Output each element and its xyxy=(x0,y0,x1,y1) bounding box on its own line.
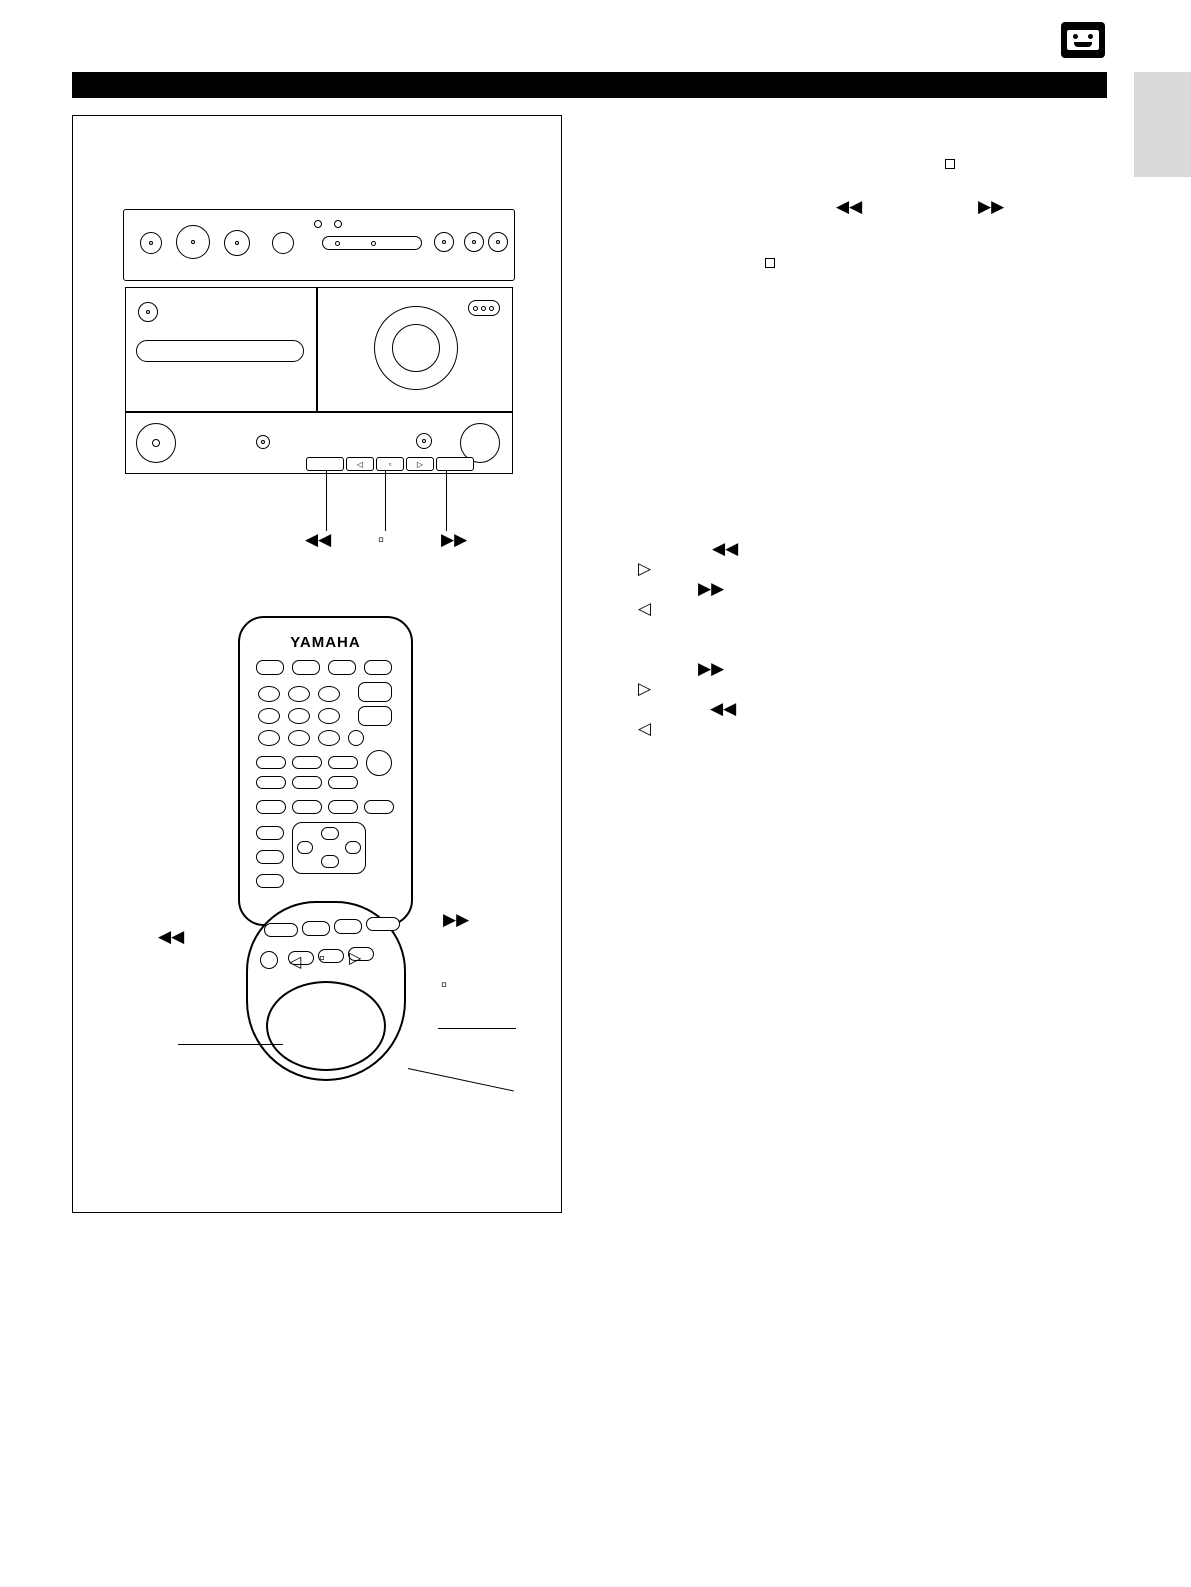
section-title-bar xyxy=(72,72,1107,98)
amp-display-bar xyxy=(322,236,422,250)
callout-symbol-rewind: ◀◀ xyxy=(305,530,332,549)
remote-exit-btn[interactable] xyxy=(256,874,284,888)
remote-num-6[interactable] xyxy=(318,708,340,724)
remote-num-3[interactable] xyxy=(318,686,340,702)
cassette-hub-left xyxy=(1073,34,1078,39)
play-button[interactable]: ◁ xyxy=(346,457,374,471)
play-rev-button[interactable]: ▷ xyxy=(406,457,434,471)
remote-num-8[interactable] xyxy=(288,730,310,746)
cd-dot-1 xyxy=(473,306,478,311)
list-symbol-play-right-1: ▷ xyxy=(638,559,652,578)
remote-rec[interactable] xyxy=(292,776,322,789)
remote-lower-section xyxy=(246,901,406,1081)
remote-tape-rev[interactable]: ◁ xyxy=(288,951,314,965)
remote-menu-btn[interactable] xyxy=(256,826,284,840)
remote-cursor-down[interactable] xyxy=(321,855,339,868)
remote-enter-btn[interactable] xyxy=(256,850,284,864)
cassette-door xyxy=(136,340,304,362)
remote-tape-fwd[interactable]: ▷ xyxy=(348,947,374,961)
stop-button[interactable]: ▫ xyxy=(376,457,404,471)
remote-skip-back[interactable] xyxy=(292,756,322,769)
remote-side-btn-2[interactable] xyxy=(358,706,392,726)
remote-skip-fwd[interactable] xyxy=(328,756,358,769)
inline-stop-symbol-2 xyxy=(765,253,775,270)
amp-knob-5 xyxy=(464,232,484,252)
cd-display xyxy=(468,300,500,316)
remote-play-pause[interactable] xyxy=(256,756,286,769)
power-knob xyxy=(176,225,210,259)
remote-tape-play-a[interactable] xyxy=(302,921,330,936)
remote-cursor-right[interactable] xyxy=(345,841,361,854)
amp-indicator-2 xyxy=(371,241,376,246)
cassette-mouth xyxy=(1074,42,1092,47)
remote-control xyxy=(238,616,428,1086)
leader-line-stop xyxy=(408,1068,514,1092)
cd-dot-3 xyxy=(489,306,494,311)
amplifier-section xyxy=(123,209,515,281)
remote-callout-stop: ▫ xyxy=(441,975,448,994)
amp-knob-2 xyxy=(224,230,250,256)
tape-knob xyxy=(138,302,158,322)
remote-tape-ff[interactable] xyxy=(366,917,400,931)
remote-num-5[interactable] xyxy=(288,708,310,724)
cd-tray-inner xyxy=(392,324,440,372)
remote-num-7[interactable] xyxy=(258,730,280,746)
remote-tape-rewind[interactable] xyxy=(264,923,298,937)
transport-control-section xyxy=(125,412,513,474)
remote-func-4[interactable] xyxy=(364,800,394,814)
remote-body xyxy=(238,616,413,926)
amp-indicator-1 xyxy=(335,241,340,246)
speaker-left-center xyxy=(152,439,160,447)
amp-knob-4 xyxy=(434,232,454,252)
inline-rewind-symbol-1: ◀◀ xyxy=(836,197,863,216)
remote-side-btn-1[interactable] xyxy=(358,682,392,702)
amp-knob-1 xyxy=(140,232,162,254)
cd-player-section xyxy=(317,287,513,412)
list-symbol-forward-2: ▶▶ xyxy=(698,659,725,678)
inline-stop-symbol-1 xyxy=(945,154,955,171)
amp-knob-6 xyxy=(488,232,508,252)
remote-btn-2[interactable] xyxy=(292,660,320,675)
center-knob-2 xyxy=(416,433,432,449)
list-symbol-play-right-2: ▷ xyxy=(638,679,652,698)
list-symbol-rewind-1: ◀◀ xyxy=(712,539,739,558)
remote-power-button[interactable] xyxy=(260,951,278,969)
remote-num-0[interactable] xyxy=(348,730,364,746)
fast-forward-button[interactable] xyxy=(436,457,474,471)
callout-line-forward xyxy=(446,471,447,531)
cassette-hub-right xyxy=(1088,34,1093,39)
list-symbol-play-left-2: ◁ xyxy=(638,719,652,738)
remote-pause[interactable] xyxy=(328,776,358,789)
remote-btn-3[interactable] xyxy=(328,660,356,675)
remote-stop[interactable] xyxy=(256,776,286,789)
tape-deck-section xyxy=(125,287,317,412)
center-knob xyxy=(256,435,270,449)
remote-dial-small[interactable] xyxy=(366,750,392,776)
remote-num-4[interactable] xyxy=(258,708,280,724)
page-edge-tab xyxy=(1134,72,1191,177)
remote-num-1[interactable] xyxy=(258,686,280,702)
remote-cursor-left[interactable] xyxy=(297,841,313,854)
list-symbol-play-left-1: ◁ xyxy=(638,599,652,618)
remote-callout-forward: ▶▶ xyxy=(443,910,470,929)
remote-tape-play-b[interactable] xyxy=(334,919,362,934)
remote-cursor-pad[interactable] xyxy=(292,822,366,874)
cd-dot-2 xyxy=(481,306,486,311)
callout-symbol-forward: ▶▶ xyxy=(441,530,468,549)
remote-func-1[interactable] xyxy=(256,800,286,814)
remote-tape-stop[interactable]: ▫ xyxy=(318,949,344,963)
callout-line-stop xyxy=(385,471,386,531)
remote-func-3[interactable] xyxy=(328,800,358,814)
amp-led-1 xyxy=(314,220,322,228)
illustration-panel xyxy=(72,115,562,1213)
list-symbol-rewind-2: ◀◀ xyxy=(710,699,737,718)
remote-callout-rewind: ◀◀ xyxy=(158,927,185,946)
remote-num-9[interactable] xyxy=(318,730,340,746)
list-symbol-forward-1: ▶▶ xyxy=(698,579,725,598)
remote-func-2[interactable] xyxy=(292,800,322,814)
amp-led-2 xyxy=(334,220,342,228)
cassette-tape-icon xyxy=(1061,22,1105,58)
remote-num-2[interactable] xyxy=(288,686,310,702)
remote-brand-label: YAMAHA xyxy=(290,634,361,651)
remote-btn-4[interactable] xyxy=(364,660,392,675)
stereo-system-front-panel xyxy=(123,209,515,479)
cassette-icon-body xyxy=(1067,30,1099,50)
leader-line-rewind xyxy=(178,1044,283,1045)
remote-volume-jog[interactable] xyxy=(266,981,386,1071)
amp-knob-3 xyxy=(272,232,294,254)
remote-btn-1[interactable] xyxy=(256,660,284,675)
inline-forward-symbol-1: ▶▶ xyxy=(978,197,1005,216)
remote-cursor-up[interactable] xyxy=(321,827,339,840)
leader-line-forward xyxy=(438,1028,516,1029)
rewind-button[interactable] xyxy=(306,457,344,471)
callout-symbol-stop: ▫ xyxy=(378,530,385,549)
callout-line-rewind xyxy=(326,471,327,531)
